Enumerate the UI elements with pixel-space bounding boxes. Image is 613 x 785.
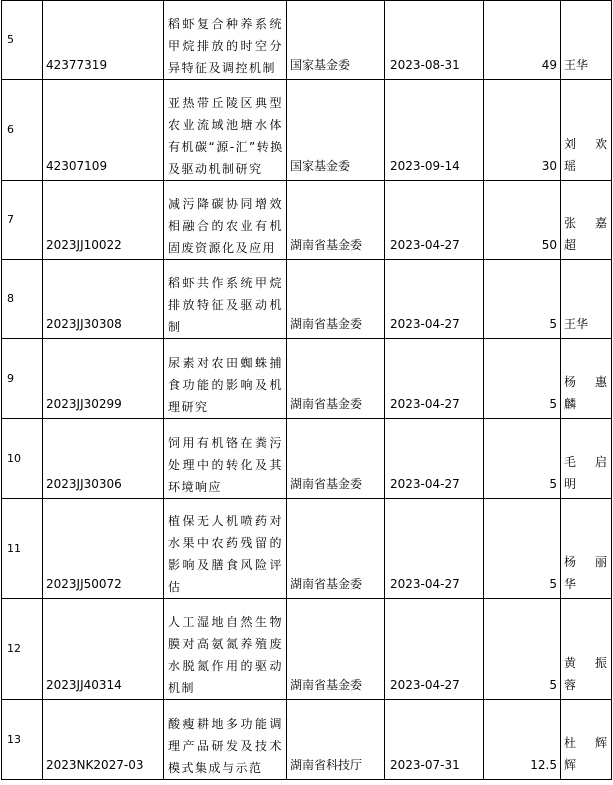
funding-agency: 湖南省科技厅 — [287, 700, 385, 780]
funding-agency: 湖南省基金委 — [287, 419, 385, 499]
investigator-name-line: 辉 — [564, 758, 577, 772]
project-title — [164, 1, 287, 80]
table-row — [2, 419, 612, 499]
project-code: 42307109 — [43, 80, 164, 181]
investigator-name-line: 黄 振 — [564, 656, 607, 670]
principal-investigator — [561, 1, 612, 80]
project-title-line: 水果中农药残留的 — [168, 536, 283, 550]
investigator-name-line: 瑶 — [564, 159, 577, 173]
investigator-name-line: 超 — [564, 238, 577, 252]
project-title-line: 异特征及调控机制 — [168, 61, 277, 75]
project-code: 2023JJ30299 — [43, 339, 164, 419]
approval-date: 2023-09-14 — [385, 80, 484, 181]
funding-amount: 5 — [484, 419, 561, 499]
funding-amount: 5 — [484, 499, 561, 599]
investigator-name-line: 王华 — [564, 317, 589, 331]
principal-investigator — [561, 80, 612, 181]
project-title-line: 估 — [168, 580, 182, 594]
table-row — [2, 599, 612, 700]
investigator-name-line: 杨 惠 — [564, 375, 607, 389]
funding-amount: 5 — [484, 260, 561, 339]
principal-investigator — [561, 599, 612, 700]
approval-date: 2023-04-27 — [385, 260, 484, 339]
project-title-line: 水脱氮作用的驱动 — [168, 659, 283, 673]
project-title-line: 甲烷排放的时空分 — [168, 39, 283, 53]
investigator-name-line: 明 — [564, 477, 577, 491]
project-title-line: 植保无人机喷药对 — [168, 514, 283, 528]
row-number: 7 — [2, 181, 43, 260]
approval-date: 2023-04-27 — [385, 419, 484, 499]
principal-investigator — [561, 339, 612, 419]
principal-investigator — [561, 499, 612, 599]
table-row — [2, 181, 612, 260]
project-code: 2023JJ30308 — [43, 260, 164, 339]
row-number: 12 — [2, 599, 43, 700]
project-title-line: 影响及膳食风险评 — [168, 558, 283, 572]
funding-agency: 湖南省基金委 — [287, 599, 385, 700]
project-title-line: 处理中的转化及其 — [168, 458, 283, 472]
project-code: 42377319 — [43, 1, 164, 80]
row-number: 10 — [2, 419, 43, 499]
project-title — [164, 700, 287, 780]
row-number: 8 — [2, 260, 43, 339]
project-title-line: 稻虾复合种养系统 — [168, 17, 283, 31]
investigator-name-line: 杨 丽 — [564, 555, 607, 569]
approval-date: 2023-04-27 — [385, 339, 484, 419]
table-row — [2, 339, 612, 419]
funding-agency: 国家基金委 — [287, 80, 385, 181]
table-body — [2, 1, 612, 780]
row-number: 9 — [2, 339, 43, 419]
funding-agency: 国家基金委 — [287, 1, 385, 80]
project-title-line: 农业流域池塘水体 — [168, 118, 283, 132]
investigator-name-line: 麟 — [564, 397, 577, 411]
principal-investigator — [561, 700, 612, 780]
project-title-line: 酸瘦耕地多功能调 — [168, 717, 283, 731]
project-title-line: 及驱动机制研究 — [168, 162, 263, 176]
project-title-line: 减污降碳协同增效 — [168, 197, 283, 211]
project-title-line: 相融合的农业有机 — [168, 219, 283, 233]
project-code: 2023NK2027-03 — [43, 700, 164, 780]
funding-agency: 湖南省基金委 — [287, 499, 385, 599]
investigator-name-line: 蓉 — [564, 678, 577, 692]
project-title-line: 理研究 — [168, 400, 209, 414]
funding-amount: 49 — [484, 1, 561, 80]
project-title — [164, 181, 287, 260]
project-title-line: 膜对高氨氮养殖废 — [168, 637, 283, 651]
project-code: 2023JJ30306 — [43, 419, 164, 499]
investigator-name-line: 王华 — [564, 58, 589, 72]
project-title-line: 稻虾共作系统甲烷 — [168, 276, 283, 290]
investigator-name-line: 刘 欢 — [564, 137, 607, 151]
table-row — [2, 1, 612, 80]
principal-investigator — [561, 419, 612, 499]
principal-investigator — [561, 181, 612, 260]
project-code: 2023JJ50072 — [43, 499, 164, 599]
project-title-line: 环境响应 — [168, 480, 223, 494]
table-row — [2, 700, 612, 780]
funding-amount: 5 — [484, 599, 561, 700]
project-title-line: 排放特征及驱动机 — [168, 298, 283, 312]
approval-date: 2023-04-27 — [385, 499, 484, 599]
project-title-line: 人工湿地自然生物 — [168, 615, 283, 629]
approval-date: 2023-04-27 — [385, 181, 484, 260]
approval-date: 2023-07-31 — [385, 700, 484, 780]
project-title-line: 理产品研发及技术 — [168, 739, 283, 753]
table-row — [2, 499, 612, 599]
project-title-line: 制 — [168, 320, 182, 334]
row-number: 11 — [2, 499, 43, 599]
row-number: 6 — [2, 80, 43, 181]
project-code: 2023JJ10022 — [43, 181, 164, 260]
project-title — [164, 499, 287, 599]
project-title-line: 模式集成与示范 — [168, 761, 263, 775]
principal-investigator — [561, 260, 612, 339]
row-number: 13 — [2, 700, 43, 780]
funding-amount: 12.5 — [484, 700, 561, 780]
project-title-line: 食功能的影响及机 — [168, 378, 283, 392]
row-number: 5 — [2, 1, 43, 80]
project-title-line: 尿素对农田蜘蛛捕 — [168, 356, 283, 370]
project-title — [164, 419, 287, 499]
funding-amount: 5 — [484, 339, 561, 419]
project-title — [164, 599, 287, 700]
table-row — [2, 80, 612, 181]
funding-agency: 湖南省基金委 — [287, 260, 385, 339]
investigator-name-line: 毛 启 — [564, 455, 607, 469]
approval-date: 2023-08-31 — [385, 1, 484, 80]
project-title — [164, 80, 287, 181]
table-row — [2, 260, 612, 339]
approval-date: 2023-04-27 — [385, 599, 484, 700]
project-title-line: 有机碳“源-汇”转换 — [168, 140, 284, 154]
funding-agency: 湖南省基金委 — [287, 339, 385, 419]
project-title — [164, 339, 287, 419]
project-title-line: 固废资源化及应用 — [168, 241, 277, 255]
investigator-name-line: 华 — [564, 577, 577, 591]
project-title-line: 亚热带丘陵区典型 — [168, 96, 283, 110]
project-title — [164, 260, 287, 339]
project-title-line: 机制 — [168, 681, 196, 695]
funding-amount: 30 — [484, 80, 561, 181]
projects-table — [1, 0, 612, 780]
project-title-line: 饲用有机铬在粪污 — [168, 436, 283, 450]
investigator-name-line: 张 嘉 — [564, 216, 607, 230]
project-code: 2023JJ40314 — [43, 599, 164, 700]
investigator-name-line: 杜 辉 — [564, 736, 607, 750]
funding-amount: 50 — [484, 181, 561, 260]
funding-agency: 湖南省基金委 — [287, 181, 385, 260]
